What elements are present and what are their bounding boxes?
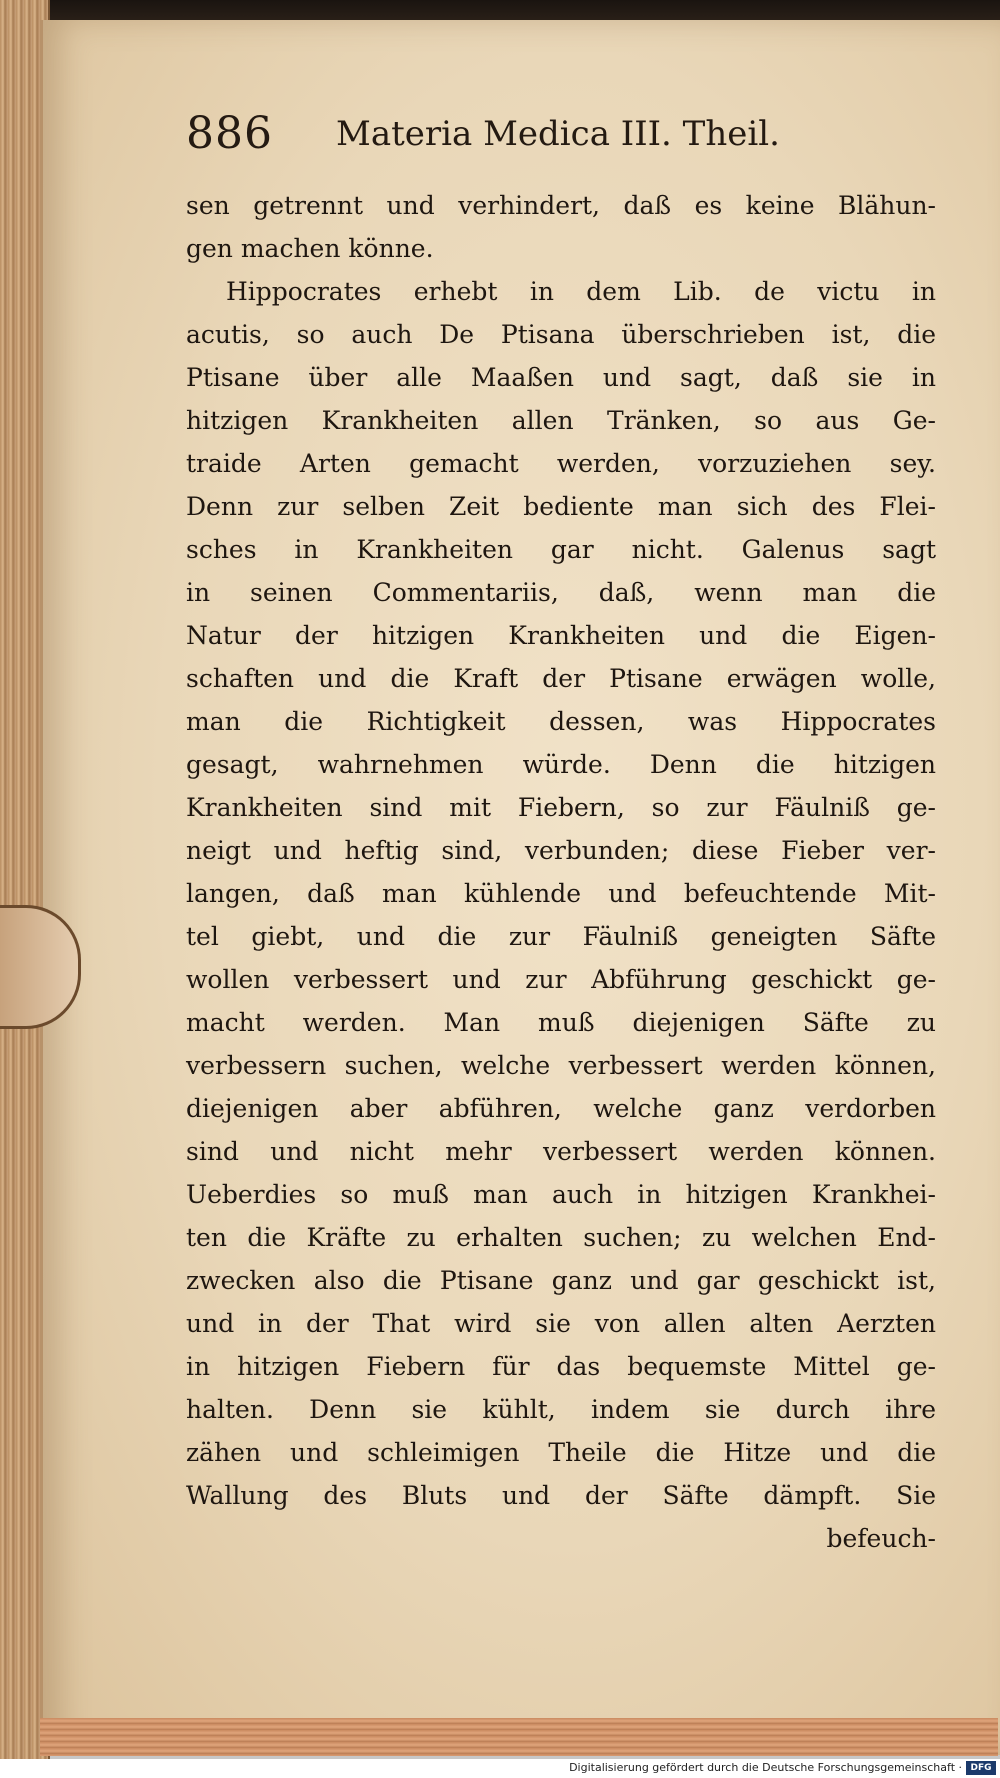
text-line: sen getrennt und verhindert, daß es keine Blähun- [186, 191, 936, 220]
text-line: Ptisane über alle Maaßen und sagt, daß sie in [186, 363, 936, 392]
book-cover-edge [0, 0, 1000, 22]
dfg-logo-icon: DFG [966, 1761, 996, 1775]
text-line: Denn zur selben Zeit bediente man sich des Flei- [186, 492, 936, 521]
text-line: verbessern suchen, welche verbessert werden können, [186, 1051, 936, 1080]
text-line: diejenigen aber abführen, welche ganz verdorben [186, 1094, 936, 1123]
text-line: acutis, so auch De Ptisana überschrieben ist, die [186, 320, 936, 349]
text-line: man die Richtigkeit dessen, was Hippocrates [186, 707, 936, 736]
page-header [186, 108, 826, 164]
text-line: in seinen Commentariis, daß, wenn man die [186, 578, 936, 607]
text-line: wollen verbessert und zur Abführung geschickt ge- [186, 965, 936, 994]
text-line: zwecken also die Ptisane ganz und gar geschickt ist, [186, 1266, 936, 1295]
text-line: gen machen könne. [186, 234, 434, 263]
catchword: befeuch- [826, 1524, 936, 1553]
body-text [186, 184, 936, 1560]
text-line: und in der That wird sie von allen alten Aerzten [186, 1309, 936, 1338]
text-line: gesagt, wahrnehmen würde. Denn die hitzigen [186, 750, 936, 779]
text-line: sches in Krankheiten gar nicht. Galenus sagt [186, 535, 936, 564]
text-line: halten. Denn sie kühlt, indem sie durch ihre [186, 1395, 936, 1424]
text-line: hitzigen Krankheiten allen Tränken, so aus Ge- [186, 406, 936, 435]
running-title: Materia Medica III. Theil. [336, 114, 780, 154]
text-line: tel giebt, und die zur Fäulniß geneigten Säfte [186, 922, 936, 951]
text-line: Wallung des Bluts und der Säfte dämpft. Sie [186, 1481, 936, 1510]
digitization-footer [0, 1759, 1000, 1778]
text-line: langen, daß man kühlende und befeuchtende Mit- [186, 879, 936, 908]
page-bottom-edge [40, 1718, 998, 1756]
text-line: macht werden. Man muß diejenigen Säfte zu [186, 1008, 936, 1037]
text-line: ten die Kräfte zu erhalten suchen; zu welchen End- [186, 1223, 936, 1252]
text-line: Hippocrates erhebt in dem Lib. de victu in [226, 277, 936, 306]
text-line: Krankheiten sind mit Fiebern, so zur Fäulniß ge- [186, 793, 936, 822]
text-line: in hitzigen Fiebern für das bequemste Mittel ge- [186, 1352, 936, 1381]
text-line: Natur der hitzigen Krankheiten und die Eigen- [186, 621, 936, 650]
text-line: schaften und die Kraft der Ptisane erwägen wolle, [186, 664, 936, 693]
text-line: Ueberdies so muß man auch in hitzigen Krankhei- [186, 1180, 936, 1209]
footer-credit: Digitalisierung gefördert durch die Deutsche Forschungsgemeinschaft · [569, 1761, 962, 1774]
text-line: sind und nicht mehr verbessert werden können. [186, 1137, 936, 1166]
text-line: zähen und schleimigen Theile die Hitze und die [186, 1438, 936, 1467]
page-number: 886 [186, 108, 273, 159]
text-line: traide Arten gemacht werden, vorzuziehen sey. [186, 449, 936, 478]
text-line: neigt und heftig sind, verbunden; diese Fieber ver- [186, 836, 936, 865]
